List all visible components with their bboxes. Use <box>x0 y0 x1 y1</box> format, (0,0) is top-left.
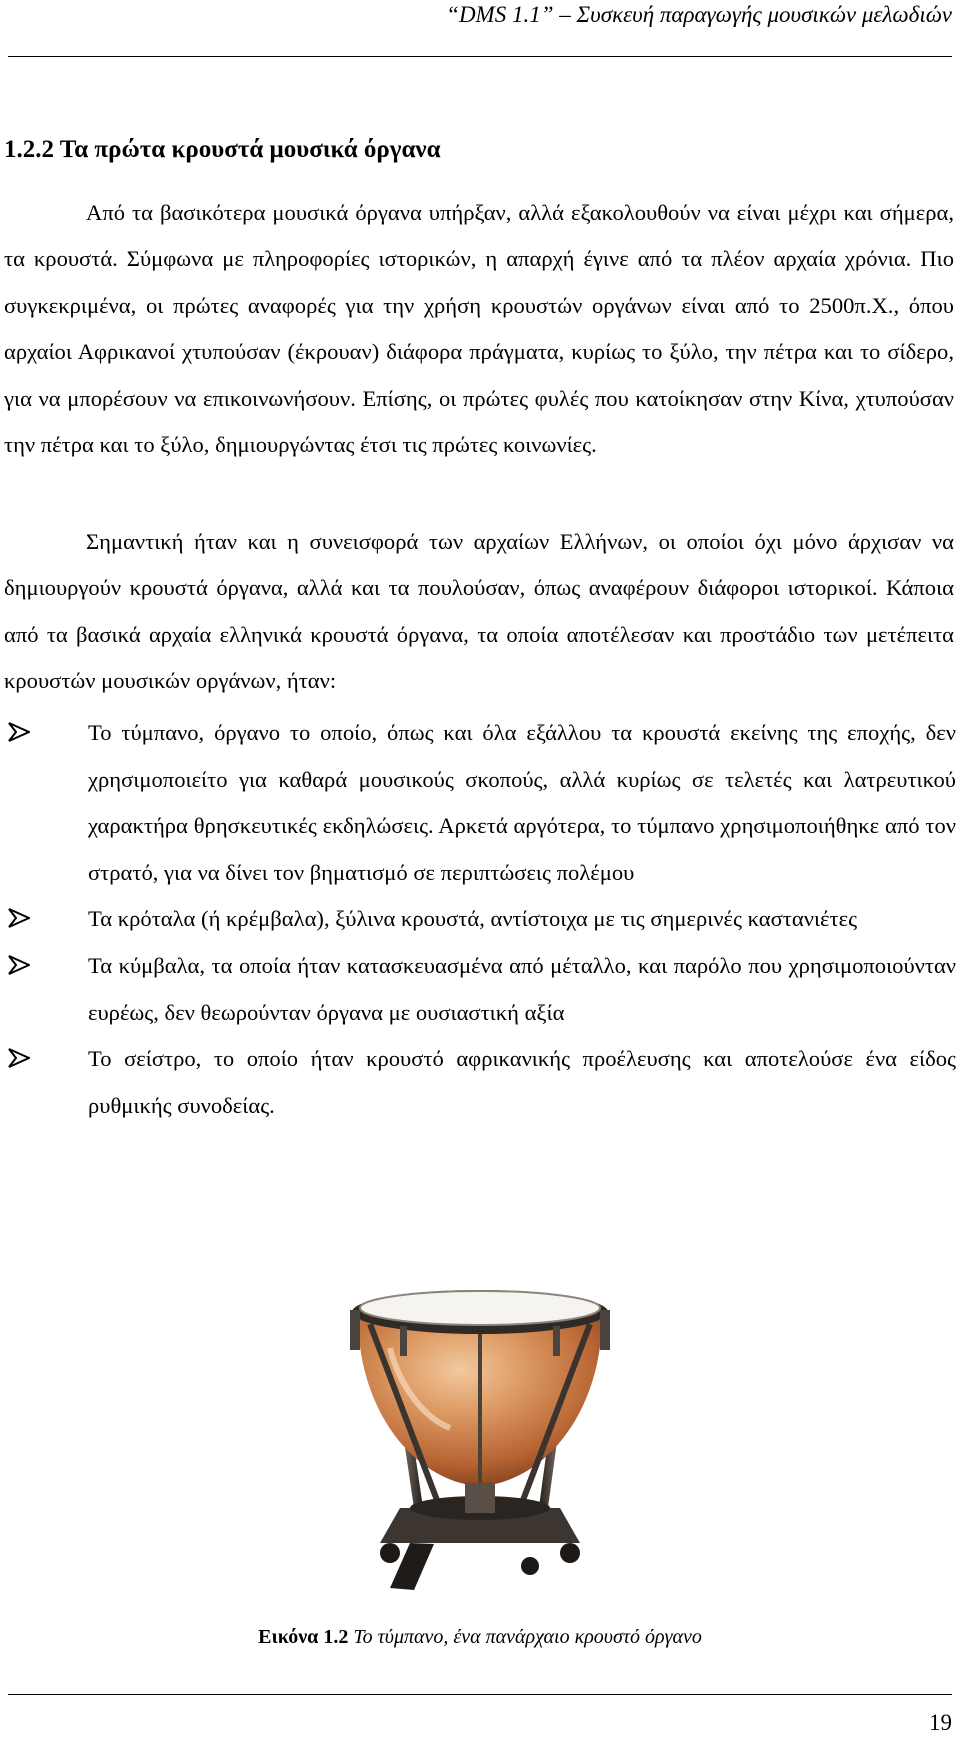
instrument-list <box>4 710 956 1129</box>
list-item <box>4 1036 956 1129</box>
section-heading: 1.2.2 Τα πρώτα κρουστά μουσικά όργανα <box>4 136 441 163</box>
list-item <box>4 896 956 943</box>
list-item-text: Το σείστρο, το οποίο ήταν κρουστό αφρικανικής προέλευσης και αποτελούσε ένα είδος ρυθμικής συνοδείας. <box>88 1046 956 1118</box>
figure-caption <box>0 1626 960 1649</box>
list-item-text: Τα κρόταλα (ή κρέμβαλα), ξύλινα κρουστά, αντίστοιχα με τις σημερινές καστανιέτες <box>88 906 858 932</box>
header-divider <box>8 56 952 57</box>
header-title-post: ” – Συσκευή παραγωγής μουσικών μελωδιών <box>540 2 952 27</box>
arrow-bullet-icon <box>8 896 34 942</box>
page-number: 19 <box>929 1710 952 1735</box>
footer-divider <box>8 1694 952 1695</box>
list-item <box>4 943 956 1036</box>
caption-text: Το τύμπανο, ένα πανάρχαιο κρουστό όργανο <box>353 1626 702 1648</box>
arrow-bullet-icon <box>8 710 34 756</box>
caption-label: Εικόνα 1.2 <box>258 1626 349 1648</box>
running-header <box>446 2 952 28</box>
header-title-version: 1.1 <box>511 2 541 27</box>
list-item <box>4 710 956 896</box>
paragraph-1: Από τα βασικότερα μουσικά όργανα υπήρξαν, αλλά εξακολουθούν να είναι μέχρι και σήμερα, τα κρουστά. Σύμφωνα με πληροφορίες ιστορικών, η απαρχή έγινε από τα πλέον αρχαία χρόνια. Πιο συγκεκριμένα, οι πρώτες αναφορές για την χρήση κρουστών οργάνων είναι από το 2500π.Χ., όπου αρχαίοι Αφρικανοί χτυπούσαν (έκρουαν) διάφορα πράγματα, κυρίως το ξύλο, την πέτρα και το σίδερο, για να μπορέσουν να επικοινωνήσουν. Επίσης, οι πρώτες φυλές που κατοίκησαν στην Κίνα, χτυπούσαν την πέτρα και το ξύλο, δημιουργώντας έτσι τις πρώτες κοινωνίες. <box>4 200 954 458</box>
arrow-bullet-icon <box>8 1036 34 1082</box>
arrow-bullet-icon <box>8 943 34 989</box>
list-item-text: Τα κύμβαλα, τα οποία ήταν κατασκευασμένα από μέταλλο, και παρόλο που χρησιμοποιούνταν ευρέως, δεν θεωρούνταν όργανα με ουσιαστική αξία <box>88 952 956 1025</box>
timpani-image <box>330 1268 630 1598</box>
list-item-text: Το τύμπανο, όργανο το οποίο, όπως και όλα εξάλλου τα κρουστά εκείνης της εποχής, δεν χρησιμοποιείτο για καθαρά μουσικούς σκοπούς, αλλά κυρίως σε τελετές και λατρευτικού χαρακτήρα θρησκευτικές εκδηλώσεις. Αρκετά αργότερα, το τύμπανο χρησιμοποιήθηκε από τον στρατό, για να δίνει τον βηματισμό σε περιπτώσεις πολέμου <box>88 720 956 885</box>
header-title-pre: “DMS <box>446 2 512 27</box>
paragraph-2: Σημαντική ήταν και η συνεισφορά των αρχαίων Ελλήνων, οι οποίοι όχι μόνο άρχισαν να δημιουργούν κρουστά όργανα, αλλά και τα πουλούσαν, όπως αναφέρουν διάφοροι ιστορικοί. Κάποια από τα βασικά αρχαία ελληνικά κρουστά όργανα, τα οποία αποτέλεσαν και προστάδιο των μετέπειτα κρουστών μουσικών οργάνων, ήταν: <box>4 529 954 694</box>
